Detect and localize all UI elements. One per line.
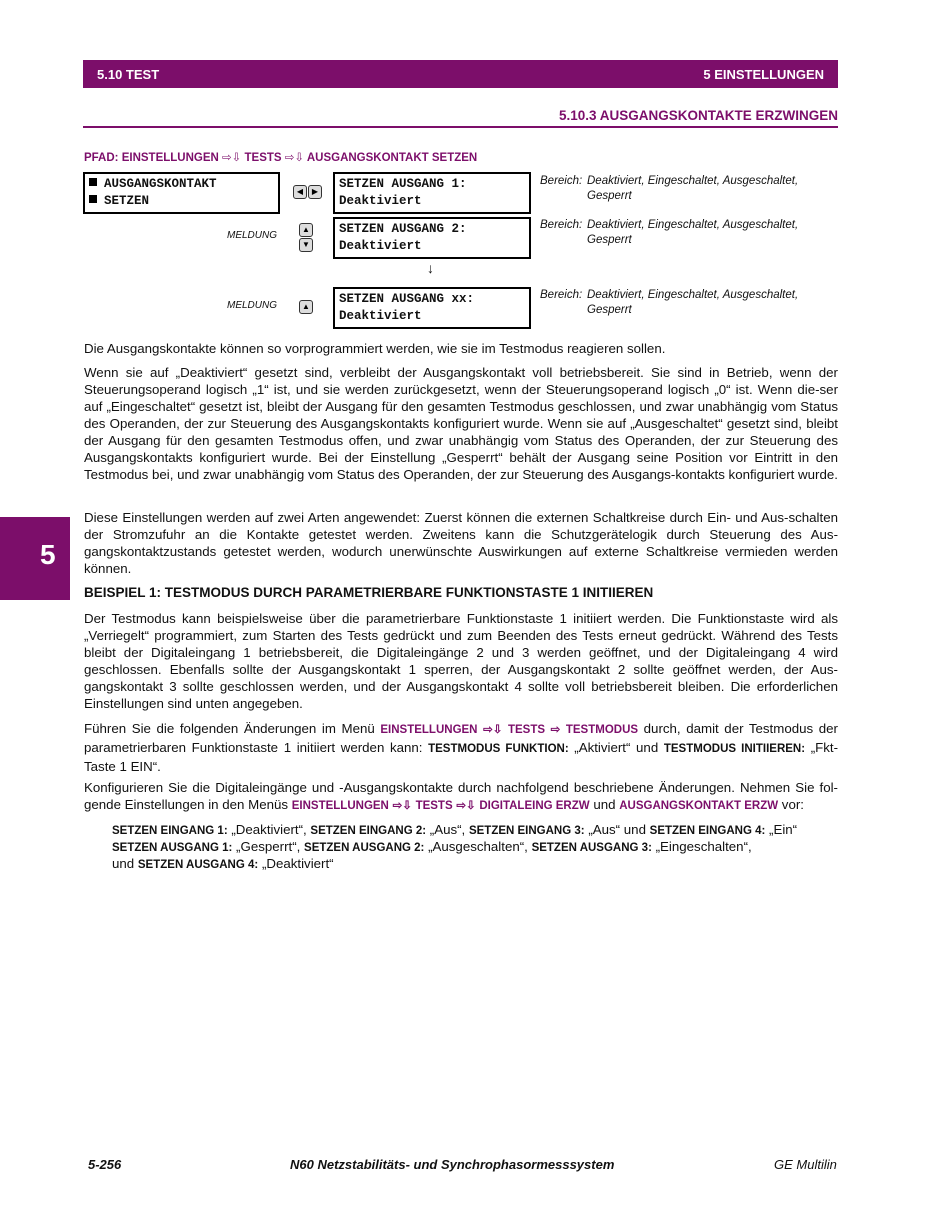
setting-key: SETZEN AUSGANG 2:	[304, 842, 425, 854]
menu-ref-output-contacts: AUSGANGSKONTAKT ERZW	[619, 800, 779, 812]
text: und	[112, 856, 138, 871]
setting-value: „Ein“	[769, 822, 798, 837]
setting-key: SETZEN EINGANG 1:	[112, 825, 228, 837]
text: Konfigurieren Sie die Digitaleingänge und -Ausgangskontakte durch nachfolgend beschriebene Änderungen. Nehmen Sie fol-gende Einstellungen in den Menüs	[84, 780, 838, 812]
menu-ref-settings: EINSTELLUNGEN	[291, 800, 389, 812]
setting-key: TESTMODUS INITIIEREN:	[663, 743, 806, 755]
menu-ref-testmode: TESTMODUS	[565, 724, 639, 736]
menu-ref-tests: TESTS	[507, 724, 546, 736]
example-heading: BEISPIEL 1: TESTMODUS DURCH PARAMETRIERBARE FUNKTIONSTASTE 1 INITIIEREN	[84, 585, 654, 600]
setting-value: „Gesperrt“,	[236, 839, 305, 854]
range-values: Deaktiviert, Eingeschaltet, Ausgeschaltet, Gesperrt	[587, 175, 799, 202]
range-label: Bereich:	[540, 175, 583, 187]
message-label: MELDUNG	[227, 230, 278, 241]
subsection-rule	[83, 126, 838, 128]
setting-value: „Aus“ und	[588, 822, 650, 837]
footer-brand: GE Multilin	[774, 1157, 837, 1172]
arrow-left-key-icon: ◀	[293, 185, 307, 199]
paragraph-configure	[84, 779, 838, 815]
menu-ref-digital-inputs: DIGITALEING ERZW	[479, 800, 590, 812]
path-part-tests: TESTS	[244, 152, 282, 164]
menu-arrow-icon: ⇨⇩	[483, 724, 503, 736]
setting-xx-line-1: SETZEN AUSGANG xx:	[339, 292, 475, 306]
settings-line-3	[112, 855, 838, 874]
menu-arrow-icon: ⇨⇩	[456, 800, 476, 812]
setting-value: „Deaktiviert“	[261, 856, 334, 871]
footer-page-number: 5-256	[88, 1157, 122, 1172]
arrow-up-key-icon: ▲	[299, 300, 313, 314]
arrow-right-key-icon: ▶	[308, 185, 322, 199]
up-down-keys	[299, 223, 313, 252]
text: durch, damit der Testmodus der parametrierbaren Funktionstaste 1 initiiert werden kann:	[84, 721, 838, 755]
header-section-left: 5.10 TEST	[97, 67, 160, 82]
paragraph-example: Der Testmodus kann beispielsweise über die parametrierbare Funktionstaste 1 initiiert werden. Die Funktionstaste wird als „Verriegelt“ programmiert, zum Starten des Tests gedrückt und zum Beenden des Tests erneut gedrückt. Während des Tests bleibt der Digitaleingang 1 betriebsbereit, die Digitaleingänge 2 und 3 werden geöffnet, und der Digitaleingang 4 wird geschlossen. Ebenfalls sollte der Ausgangskontakt 1 sperren, der Ausgangskontakt 2 sollte geöffnet werden, der Aus-gangskontakt 3 sollte geschlossen werden, und der Ausgangskontakt 4 sollte voll betriebsbereit bleiben. Die erforderlichen Einstellungen sind unten angegeben.	[84, 611, 838, 711]
paragraph-intro: Die Ausgangskontakte können so vorprogrammiert werden, wie sie im Testmodus reagieren sollen.	[84, 341, 666, 356]
range-values: Deaktiviert, Eingeschaltet, Ausgeschaltet, Gesperrt	[587, 219, 799, 246]
setting-value: „Eingeschalten“,	[655, 839, 752, 854]
bullet-icon	[89, 178, 97, 186]
menu-root-display	[83, 172, 280, 214]
text: vor:	[781, 797, 804, 812]
chapter-side-tab	[0, 517, 70, 600]
subsection-title: 5.10.3 AUSGANGSKONTAKTE ERZWINGEN	[558, 108, 838, 123]
menu-ref-settings: EINSTELLUNGEN	[380, 724, 478, 736]
path-arrow-icon: ⇨⇩	[222, 152, 242, 164]
continuation-arrow-icon: ↓	[427, 260, 434, 276]
text: Führen Sie die folgenden Änderungen im Menü	[84, 721, 375, 736]
setting-display-xx	[333, 287, 531, 329]
setting-value: „Deaktiviert“,	[231, 822, 311, 837]
setting-key: SETZEN EINGANG 2:	[310, 825, 427, 837]
setting-2-range	[540, 218, 830, 248]
arrow-down-key-icon: ▼	[299, 238, 313, 252]
menu-path	[84, 150, 477, 164]
setting-xx-line-2: Deaktiviert	[339, 309, 422, 323]
setting-value: „Fkt-Taste 1 EIN“.	[84, 740, 839, 774]
setting-key: TESTMODUS FUNKTION:	[428, 743, 569, 755]
text: und	[593, 797, 616, 812]
setting-key: SETZEN AUSGANG 1:	[112, 842, 233, 854]
header-bar	[83, 60, 838, 88]
message-label: MELDUNG	[227, 300, 278, 311]
bullet-icon	[89, 195, 97, 203]
setting-value: „Aus“,	[429, 822, 469, 837]
paragraph-modes: Wenn sie auf „Deaktiviert“ gesetzt sind, verbleibt der Ausgangskontakt voll betriebsbereit. Sie sind in Betrieb, wenn der Steuerungsoperand logisch „1“ ist, und sie werden zurückgesetzt, wenn der Steuerungsoperand logisch „0“ ist. Wenn die-ser auf „Eingeschaltet“ gesetzt ist, bleibt der Ausgang für den gesamten Testmodus geschlossen, und zwar unabhängig vom Status des Operanden, der zur Steuerung des Ausgangskontakts konfiguriert wurde. Wenn sie auf „Ausgeschaltet“ gesetzt sind, bleibt der Ausgang für den gesamten Testmodus offen, und zwar unabhängig vom Status des Operanden, der zur Steuerung des Ausgangskontakts konfiguriert wurde. Bei der Einstellung „Gesperrt“ behält der Ausgang seine Position vor Eintritt in den Testmodus bei, und zwar unabhängig vom Status des Operanden, der zur Steuerung des Ausgangs-kontakts konfiguriert wurde.	[84, 365, 838, 482]
path-label: PFAD:	[84, 152, 119, 164]
footer-title: N60 Netzstabilitäts- und Synchrophasormesssystem	[290, 1157, 615, 1172]
setting-xx-range	[540, 288, 830, 318]
range-label: Bereich:	[540, 219, 583, 231]
setting-1-line-1: SETZEN AUSGANG 1:	[339, 177, 467, 191]
left-right-keys	[293, 185, 322, 199]
root-line-2: SETZEN	[104, 194, 150, 208]
paragraph-usage: Diese Einstellungen werden auf zwei Arten angewendet: Zuerst können die externen Schaltkreise durch Ein- und Aus-schalten der Stromzufuhr an die Kontakte getestet werden. Zweitens kann die Schutzgerätelogik durch Steuerung des Aus-gangskontaktzustands getestet werden, wodurch unerwünschte Auswirkungen auf externe Schaltkreise vermieden werden können.	[84, 510, 838, 576]
path-part-settings: EINSTELLUNGEN	[121, 152, 219, 164]
setting-2-line-1: SETZEN AUSGANG 2:	[339, 222, 467, 236]
setting-key: SETZEN AUSGANG 3:	[531, 842, 652, 854]
setting-value: „Aktiviert“ und	[574, 740, 659, 755]
setting-1-range	[540, 174, 830, 204]
path-arrow-icon: ⇨⇩	[284, 152, 305, 164]
setting-key: SETZEN EINGANG 3:	[468, 825, 585, 837]
paragraph-test-mode-menu	[84, 720, 838, 775]
header-section-right: 5 EINSTELLUNGEN	[703, 67, 824, 82]
arrow-up-key-icon: ▲	[299, 223, 313, 237]
setting-display-2	[333, 217, 531, 259]
range-values: Deaktiviert, Eingeschaltet, Ausgeschaltet, Gesperrt	[587, 289, 799, 316]
setting-1-line-2: Deaktiviert	[339, 194, 422, 208]
setting-key: SETZEN EINGANG 4:	[649, 825, 766, 837]
setting-value: „Ausgeschalten“,	[428, 839, 532, 854]
menu-arrow-icon: ⇨⇩	[392, 800, 412, 812]
up-key	[299, 300, 313, 314]
root-line-1: AUSGANGSKONTAKT	[104, 177, 217, 191]
chapter-number: 5	[40, 539, 56, 570]
setting-display-1	[333, 172, 531, 214]
menu-ref-tests: TESTS	[415, 800, 453, 812]
range-label: Bereich:	[540, 289, 583, 301]
path-part-output: AUSGANGSKONTAKT SETZEN	[306, 152, 478, 164]
menu-arrow-icon: ⇨	[550, 724, 561, 736]
setting-key: SETZEN AUSGANG 4:	[137, 859, 259, 871]
setting-2-line-2: Deaktiviert	[339, 239, 422, 253]
